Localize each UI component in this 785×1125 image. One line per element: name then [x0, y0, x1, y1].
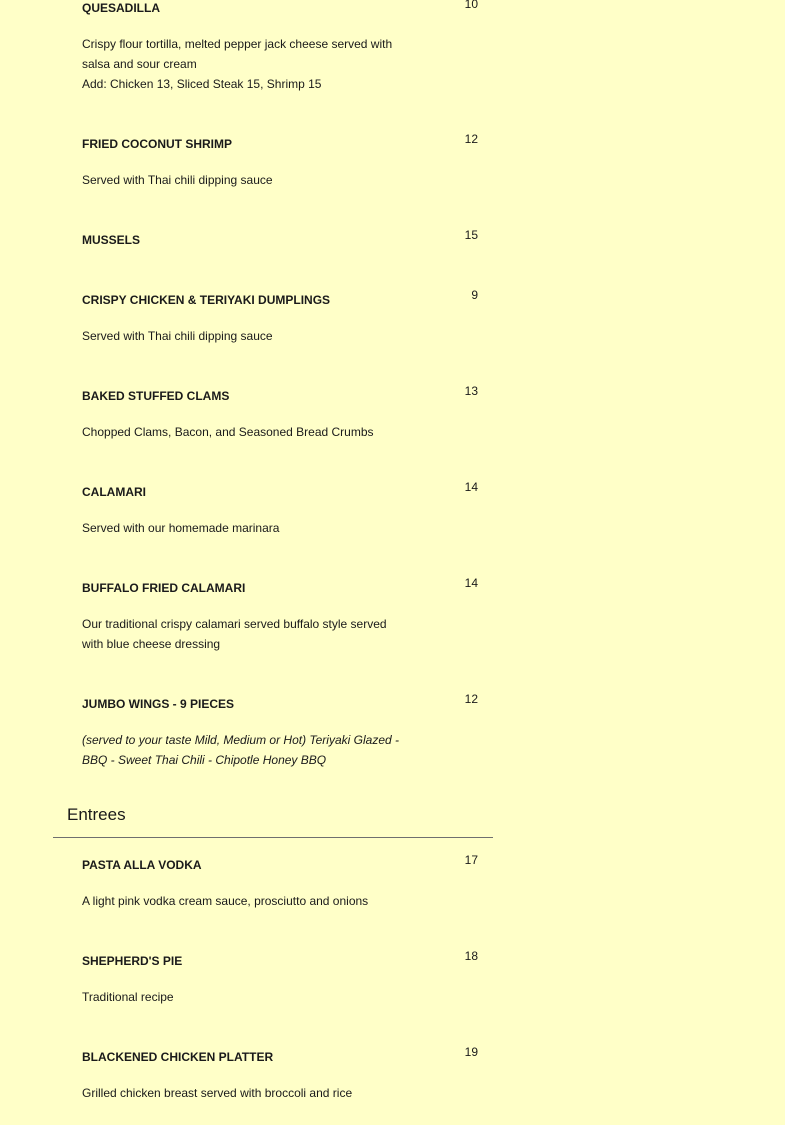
item-name: MUSSELS: [82, 233, 141, 247]
item-price: 15: [464, 228, 478, 242]
item-price: 9: [471, 288, 478, 302]
item-name: BLACKENED CHICKEN PLATTER: [82, 1050, 274, 1064]
item-price: 19: [464, 1045, 478, 1059]
item-price: 14: [464, 480, 478, 494]
item-description: Grilled chicken breast served with broccoli and rice: [82, 1086, 353, 1100]
item-name: CALAMARI: [82, 485, 146, 499]
item-description: Our traditional crispy calamari served buffalo style served with blue cheese dressing: [82, 617, 387, 651]
item-description: A light pink vodka cream sauce, prosciutto and onions: [82, 894, 369, 908]
item-price: 17: [464, 853, 478, 867]
item-price: 12: [464, 692, 478, 706]
item-name: SHEPHERD'S PIE: [82, 954, 183, 968]
item-description: Traditional recipe: [82, 990, 174, 1004]
item-name: BAKED STUFFED CLAMS: [82, 389, 230, 403]
section-divider: [53, 837, 493, 838]
item-description: Served with Thai chili dipping sauce: [82, 329, 273, 343]
item-addons: Add: Chicken 13, Sliced Steak 15, Shrimp 15: [82, 77, 322, 91]
item-price: 14: [464, 576, 478, 590]
item-name: JUMBO WINGS - 9 PIECES: [82, 697, 235, 711]
item-description: Crispy flour tortilla, melted pepper jack cheese served with salsa and sour cream: [82, 37, 393, 71]
item-name: CRISPY CHICKEN & TERIYAKI DUMPLINGS: [82, 293, 331, 307]
item-description: (served to your taste Mild, Medium or Hot) Teriyaki Glazed - BBQ - Sweet Thai Chili - Chipotle Honey BBQ: [82, 733, 399, 767]
item-price: 10: [464, 0, 478, 11]
item-price: 12: [464, 132, 478, 146]
item-description: Served with our homemade marinara: [82, 521, 280, 535]
item-name: PASTA ALLA VODKA: [82, 858, 202, 872]
item-price: 13: [464, 384, 478, 398]
item-description: Chopped Clams, Bacon, and Seasoned Bread Crumbs: [82, 425, 374, 439]
item-name: BUFFALO FRIED CALAMARI: [82, 581, 246, 595]
item-name: QUESADILLA: [82, 1, 160, 15]
section-title-entrees: Entrees: [67, 805, 126, 824]
item-name: FRIED COCONUT SHRIMP: [82, 137, 232, 151]
item-description: Served with Thai chili dipping sauce: [82, 173, 273, 187]
item-price: 18: [464, 949, 478, 963]
